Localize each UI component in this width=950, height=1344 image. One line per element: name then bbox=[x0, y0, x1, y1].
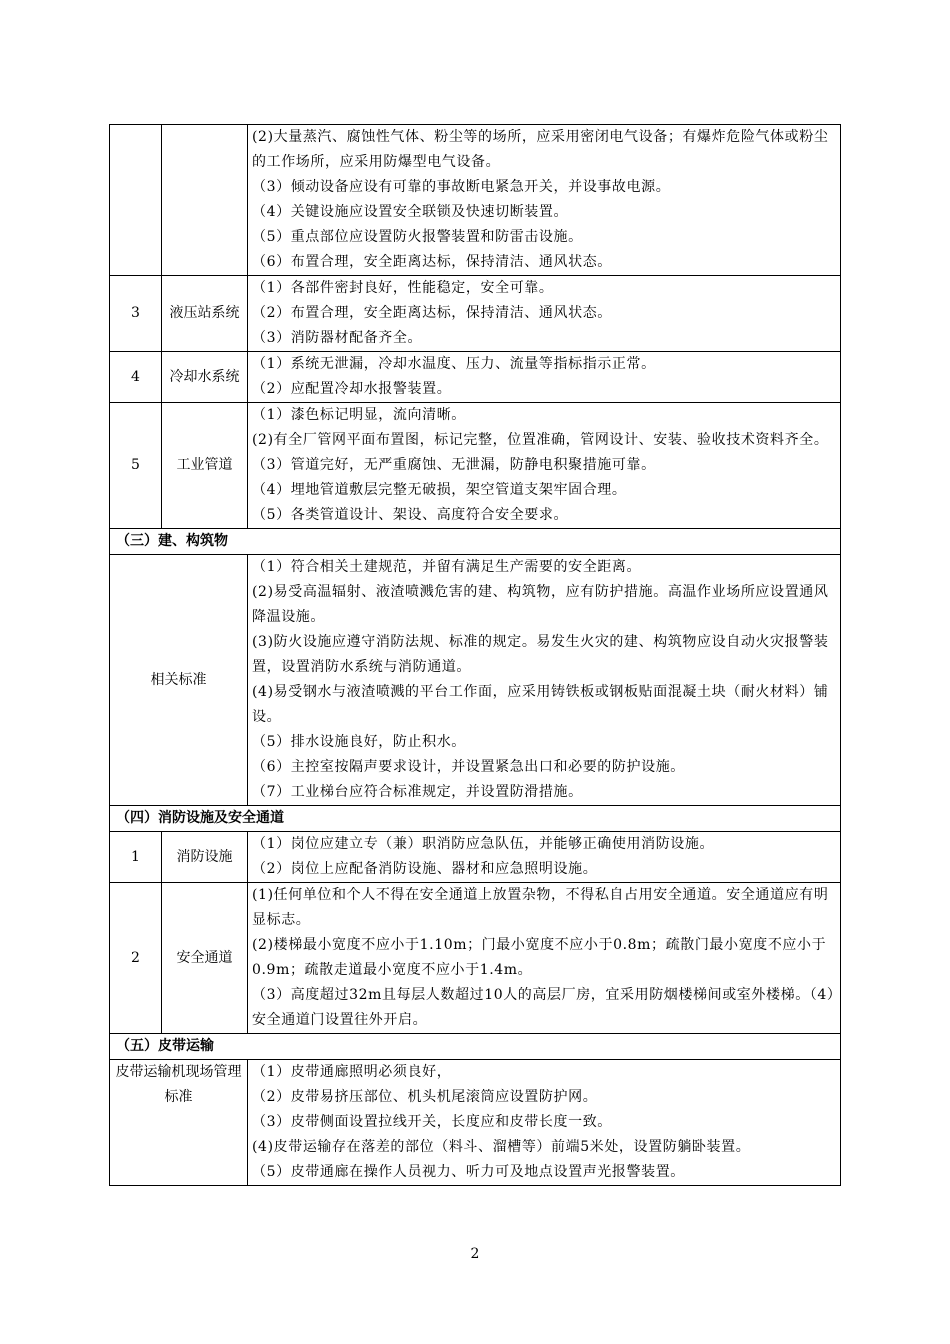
category-name: 皮带运输机现场管理标准 bbox=[110, 1060, 248, 1186]
requirement-item: （1）皮带通廊照明必须良好， bbox=[252, 1064, 452, 1080]
requirement-item: （2）布置合理，安全距离达标，保持清洁、通风状态。 bbox=[252, 305, 612, 321]
row-number: 4 bbox=[110, 352, 162, 403]
requirement-item: (2)大量蒸汽、腐蚀性气体、粉尘等的场所，应采用密闭电气设备；有爆炸危险气体或粉尘的工作场所，应采用防爆型电气设备。 bbox=[252, 129, 829, 170]
requirement-item: （5）皮带通廊在操作人员视力、听力可及地点设置声光报警装置。 bbox=[252, 1164, 685, 1180]
requirement-item: (2)有全厂管网平面布置图，标记完整，位置准确，管网设计、安装、验收技术资料齐全。 bbox=[252, 432, 829, 448]
requirements-cell bbox=[248, 1060, 841, 1186]
requirements-cell bbox=[248, 832, 841, 883]
table-row bbox=[110, 403, 841, 529]
requirement-item: （6）布置合理，安全距离达标，保持清洁、通风状态。 bbox=[252, 254, 612, 270]
row-number: 3 bbox=[110, 276, 162, 352]
requirement-item: （5）各类管道设计、架设、高度符合安全要求。 bbox=[252, 507, 569, 523]
requirement-item: （4）关键设施应设置安全联锁及快速切断装置。 bbox=[252, 204, 569, 220]
requirement-item: （4）埋地管道敷层完整无破损，架空管道支架牢固合理。 bbox=[252, 482, 627, 498]
standards-table bbox=[109, 124, 841, 1186]
section-header-row bbox=[110, 806, 841, 832]
requirement-item: (1)任何单位和个人不得在安全通道上放置杂物，不得私自占用安全通道。安全通道应有明显标志。 bbox=[252, 887, 829, 928]
table-row bbox=[110, 276, 841, 352]
row-number bbox=[110, 125, 162, 276]
requirement-item: （5）重点部位应设置防火报警装置和防雷击设施。 bbox=[252, 229, 583, 245]
section-title: （五）皮带运输 bbox=[110, 1034, 841, 1060]
table-row bbox=[110, 125, 841, 276]
requirement-item: （6）主控室按隔声要求设计，并设置紧急出口和必要的防护设施。 bbox=[252, 759, 685, 775]
requirement-item: （1）各部件密封良好，性能稳定，安全可靠。 bbox=[252, 280, 554, 296]
table-row bbox=[110, 352, 841, 403]
requirement-item: （5）排水设施良好，防止积水。 bbox=[252, 734, 466, 750]
item-name: 工业管道 bbox=[162, 403, 248, 529]
requirement-item: （3）高度超过32m且每层人数超过10人的高层厂房，宜采用防烟楼梯间或室外楼梯。（4）安全通道门设置往外开启。 bbox=[252, 987, 835, 1028]
requirement-item: （3）消防器材配备齐全。 bbox=[252, 330, 423, 346]
table-row bbox=[110, 1060, 841, 1186]
row-number: 2 bbox=[110, 883, 162, 1034]
requirement-item: （1）岗位应建立专（兼）职消防应急队伍，并能够正确使用消防设施。 bbox=[252, 836, 715, 852]
requirement-item: （3）皮带侧面设置拉线开关，长度应和皮带长度一致。 bbox=[252, 1114, 612, 1130]
item-name: 冷却水系统 bbox=[162, 352, 248, 403]
requirement-item: (2)易受高温辐射、液渣喷溅危害的建、构筑物，应有防护措施。高温作业场所应设置通风降温设施。 bbox=[252, 584, 829, 625]
requirement-item: （2）应配置冷却水报警装置。 bbox=[252, 381, 452, 397]
section-header-row bbox=[110, 1034, 841, 1060]
requirement-item: （1）符合相关土建规范，并留有满足生产需要的安全距离。 bbox=[252, 559, 642, 575]
item-name: 消防设施 bbox=[162, 832, 248, 883]
page-number: 2 bbox=[470, 1246, 480, 1262]
requirement-item: （7）工业梯台应符合标准规定，并设置防滑措施。 bbox=[252, 784, 583, 800]
row-number: 1 bbox=[110, 832, 162, 883]
requirement-item: （1）系统无泄漏，冷却水温度、压力、流量等指标指示正常。 bbox=[252, 356, 656, 372]
requirement-item: (4)皮带运输存在落差的部位（料斗、溜槽等）前端5米处，设置防躺卧装置。 bbox=[252, 1139, 751, 1155]
section-title: （三）建、构筑物 bbox=[110, 529, 841, 555]
item-name bbox=[162, 125, 248, 276]
requirement-item: （3）管道完好，无严重腐蚀、无泄漏，防静电积聚措施可靠。 bbox=[252, 457, 656, 473]
category-name: 相关标准 bbox=[110, 555, 248, 806]
requirement-item: （3）倾动设备应设有可靠的事故断电紧急开关，并设事故电源。 bbox=[252, 179, 671, 195]
requirements-cell bbox=[248, 403, 841, 529]
table-row bbox=[110, 883, 841, 1034]
requirement-item: (4)易受钢水与液渣喷溅的平台工作面，应采用铸铁板或钢板贴面混凝土块（耐火材料）铺设。 bbox=[252, 684, 829, 725]
requirement-item: （2）岗位上应配备消防设施、器材和应急照明设施。 bbox=[252, 861, 598, 877]
standards-table-body bbox=[110, 125, 841, 1186]
requirement-item: (2)楼梯最小宽度不应小于1.10m；门最小宽度不应小于0.8m；疏散门最小宽度不应小于0.9m；疏散走道最小宽度不应小于1.4m。 bbox=[252, 937, 827, 978]
row-number: 5 bbox=[110, 403, 162, 529]
table-row bbox=[110, 555, 841, 806]
requirements-cell bbox=[248, 555, 841, 806]
requirement-item: （2）皮带易挤压部位、机头机尾滚筒应设置防护网。 bbox=[252, 1089, 598, 1105]
requirements-cell bbox=[248, 125, 841, 276]
table-row bbox=[110, 832, 841, 883]
section-header-row bbox=[110, 529, 841, 555]
requirements-cell bbox=[248, 352, 841, 403]
item-name: 液压站系统 bbox=[162, 276, 248, 352]
item-name: 安全通道 bbox=[162, 883, 248, 1034]
requirement-item: （1）漆色标记明显，流向清晰。 bbox=[252, 407, 466, 423]
requirement-item: (3)防火设施应遵守消防法规、标准的规定。易发生火灾的建、构筑物应设自动火灾报警装置，设置消防水系统与消防通道。 bbox=[252, 634, 829, 675]
requirements-cell bbox=[248, 883, 841, 1034]
requirements-cell bbox=[248, 276, 841, 352]
section-title: （四）消防设施及安全通道 bbox=[110, 806, 841, 832]
